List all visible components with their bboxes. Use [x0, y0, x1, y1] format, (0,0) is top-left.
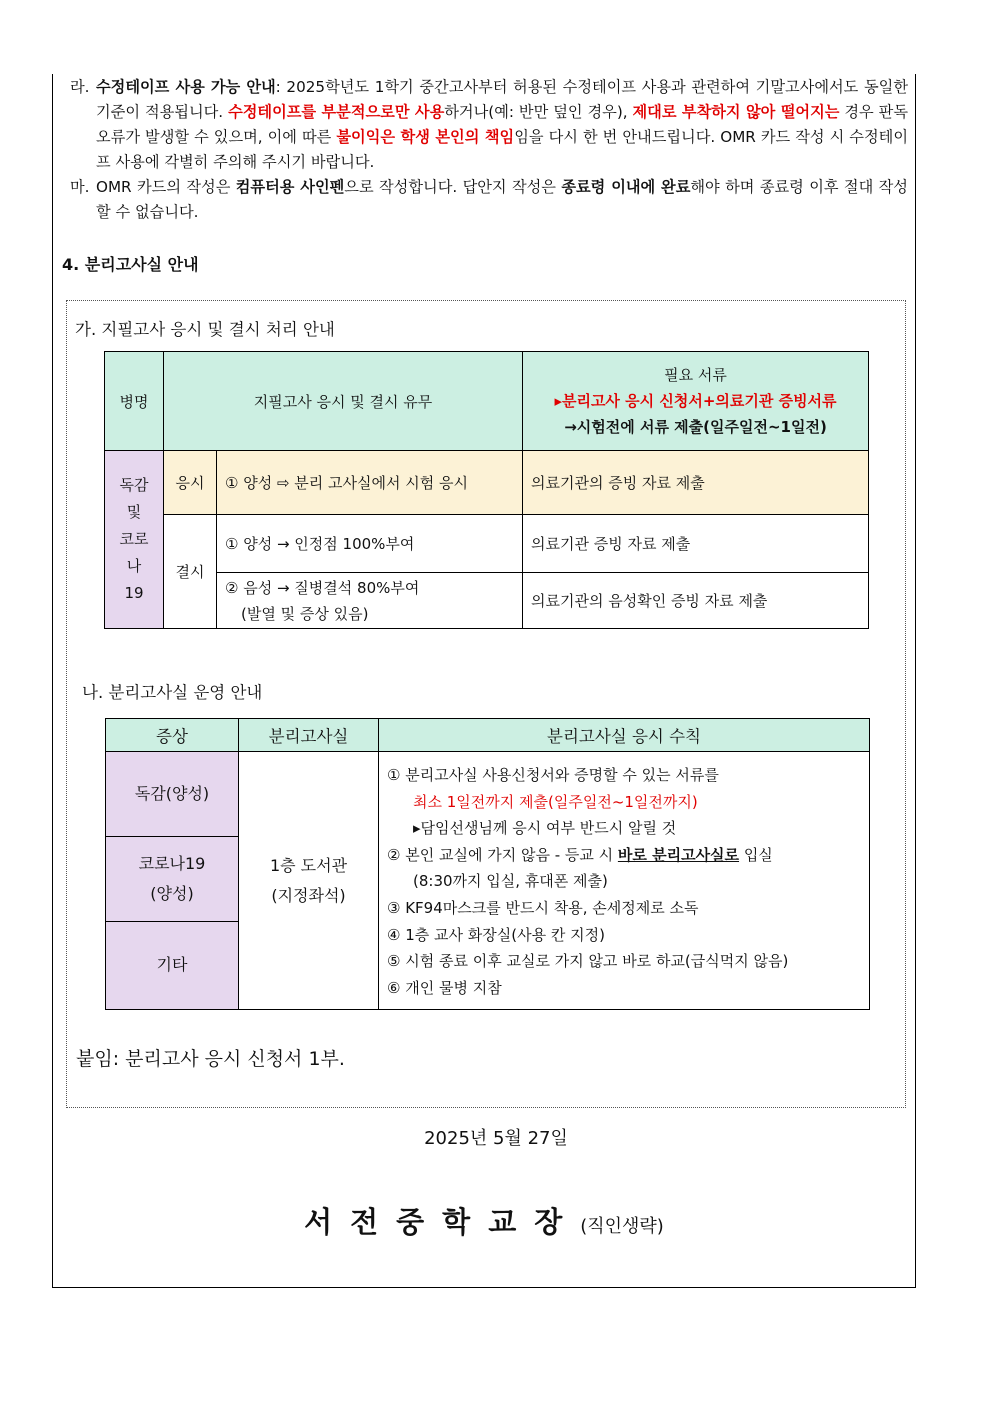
docs-deadline: →시험전에 서류 제출(일주일전~1일전)	[564, 418, 827, 436]
notice-emphasis: 종료령 이내에 완료	[561, 178, 691, 196]
notice-text: OMR 카드의 작성은	[96, 178, 236, 196]
docs-required: ▸분리고사 응시 신청서+의료기관 증빙서류	[554, 392, 837, 410]
header-disease: 병명	[105, 352, 164, 451]
exam-status-table	[104, 351, 869, 629]
rule-note: (8:30까지 입실, 휴대폰 제출)	[413, 872, 608, 891]
disease-cell	[105, 451, 164, 629]
docs-title: 필요 서류	[664, 366, 727, 384]
row-desc: ① 양성 ⇨ 분리 고사실에서 시험 응시	[217, 451, 523, 515]
rule-item: ⑥ 개인 물병 지참	[387, 978, 502, 997]
rule-item	[387, 842, 863, 869]
notice-title: 수정테이프 사용 가능 안내	[96, 78, 276, 96]
rule-item: ① 분리고사실 사용신청서와 증명할 수 있는 서류를	[387, 766, 719, 784]
table2-subtitle: 나. 분리고사실 운영 안내	[82, 683, 263, 702]
notice-omr	[72, 175, 908, 225]
document-date: 2025년 5월 27일	[424, 1128, 568, 1149]
rule-text: ② 본인 교실에 가지 않음 - 등교 시	[387, 845, 618, 864]
symptom-flu: 독감(양성)	[106, 752, 239, 837]
room-name: 1층 도서관	[269, 855, 348, 875]
header-status: 지필고사 응시 및 결시 유무	[164, 352, 523, 451]
disease-line: 및	[126, 503, 142, 521]
rule-item: ⑤ 시험 종료 이후 교실로 가지 않고 바로 하교(급식먹지 않음)	[387, 952, 789, 971]
rule-note: ▸담임선생님께 응시 여부 반드시 알릴 것	[413, 819, 677, 838]
symptom-line: 코로나19	[138, 853, 206, 873]
rules-cell	[379, 752, 870, 1010]
notice-warning: 수정테이프를 부분적으로만 사용	[228, 103, 445, 121]
notice-text: 임을 다시 한 번 안내드립니다. OMR 카드 작성 시 수정테이프 사용에 각별히 주의해 주시기 바랍니다.	[96, 128, 908, 171]
row-desc-line: ② 음성 → 질병결석 80%부여	[225, 578, 420, 597]
seal-note: (직인생략)	[580, 1216, 664, 1237]
symptom-line: (양성)	[150, 883, 194, 903]
rule-item: ③ KF94마스크를 반드시 착용, 손세정제로 소독	[387, 898, 699, 917]
notice-correction-tape	[72, 75, 908, 175]
row-doc: 의료기관의 증빙 자료 제출	[523, 451, 869, 515]
notice-text: : 2025학년도 1학기 중간고사부터 허용된 수정테이프 사용과 관련하여 기말고사에서도 동일한 기준이 적용됩니다.	[96, 78, 908, 121]
notice-marker: 마.	[70, 178, 90, 196]
principal-title: 서전중학교장	[304, 1205, 581, 1239]
group-attend: 응시	[164, 451, 217, 515]
notice-text: 해야 하며 종료령 이후 절대 작성할 수 없습니다.	[96, 178, 908, 221]
room-seat: (지정좌석)	[271, 885, 346, 905]
notice-text: 경우 판독 오류가 발생할 수 있으며, 이에 따른	[96, 103, 908, 146]
disease-line: 코로	[119, 530, 149, 548]
header-rules: 분리고사실 응시 수칙	[379, 719, 870, 752]
rule-deadline: 최소 1일전까지 제출(일주일전~1일전까지)	[413, 792, 698, 811]
symptom-other: 기타	[106, 921, 239, 1010]
rule-text: 입실	[739, 845, 773, 864]
notice-marker: 라.	[70, 78, 90, 96]
notice-text: 으로 작성합니다. 답안지 작성은	[344, 178, 562, 196]
notice-emphasis: 컴퓨터용 사인펜	[235, 178, 345, 196]
section-title: 4. 분리고사실 안내	[62, 255, 199, 274]
header-symptom: 증상	[106, 719, 239, 752]
row-desc: ① 양성 → 인정점 100%부여	[217, 515, 523, 573]
signature-block	[0, 1200, 968, 1241]
row-desc-line: (발열 및 증상 있음)	[241, 604, 369, 623]
header-room: 분리고사실	[239, 719, 379, 752]
disease-line: 독감	[119, 476, 149, 494]
row-doc: 의료기관 증빙 자료 제출	[523, 515, 869, 573]
table1-subtitle: 가. 지필고사 응시 및 결시 처리 안내	[75, 320, 335, 339]
attachment-note: 붙임: 분리고사 응시 신청서 1부.	[76, 1048, 345, 1070]
notice-warning: 제대로 부착하지 않아 떨어지는	[632, 103, 840, 121]
disease-line: 나	[126, 557, 142, 575]
header-docs	[523, 352, 869, 451]
rule-item: ④ 1층 교사 화장실(사용 칸 지정)	[387, 925, 605, 944]
row-desc	[217, 573, 523, 629]
row-doc: 의료기관의 음성확인 증빙 자료 제출	[523, 573, 869, 629]
notice-text: 하거나(예: 반만 덮인 경우),	[444, 103, 633, 121]
notice-warning: 불이익은 학생 본인의 책임	[336, 128, 515, 146]
room-cell	[239, 752, 379, 1010]
separate-room-table	[105, 718, 870, 1010]
rule-emphasis: 바로 분리고사실로	[617, 845, 740, 864]
symptom-covid	[106, 836, 239, 921]
disease-line: 19	[124, 584, 144, 602]
group-absent: 결시	[164, 515, 217, 629]
